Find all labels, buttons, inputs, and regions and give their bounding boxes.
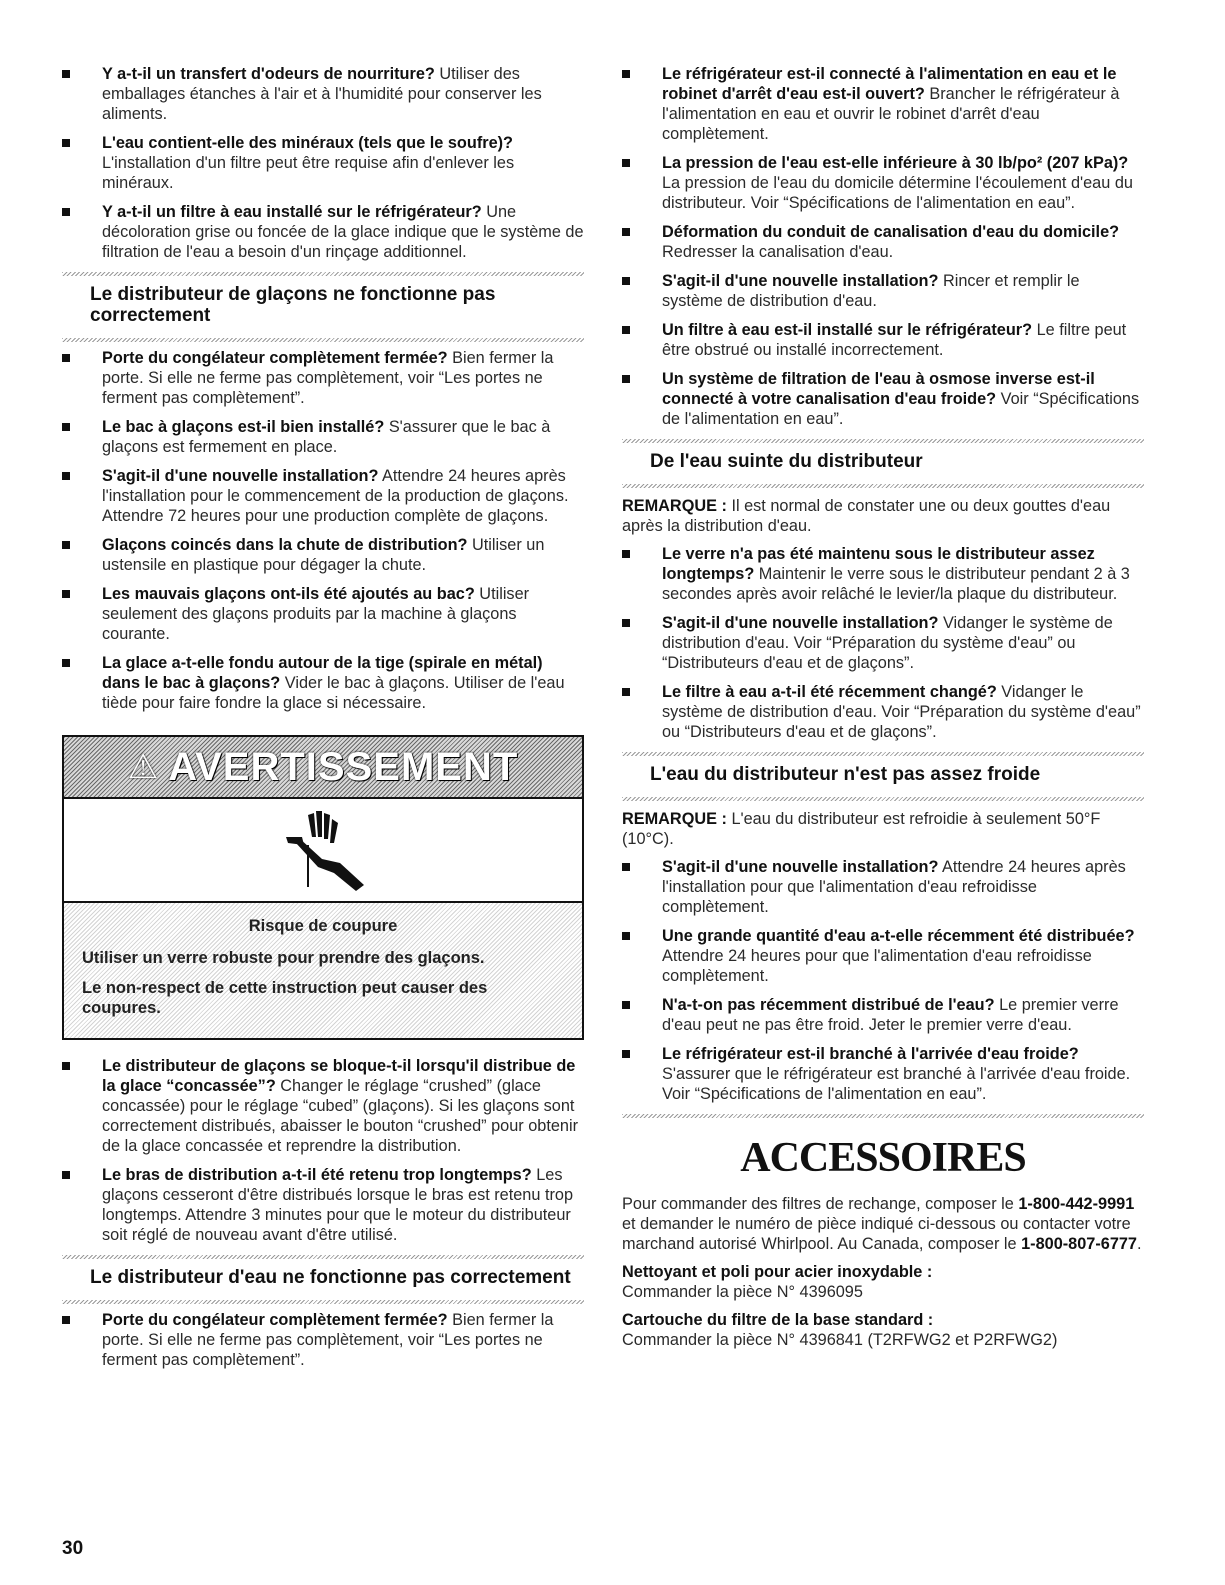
list-item xyxy=(622,153,1144,213)
warning-triangle-icon: ⚠ xyxy=(127,748,159,786)
item-question: Porte du congélateur complètement fermée? xyxy=(102,1311,448,1329)
note-label: REMARQUE : xyxy=(622,810,727,828)
bullet xyxy=(62,354,70,362)
warning-header xyxy=(64,737,582,799)
list-item xyxy=(62,133,584,193)
item-answer: Voir “Spécifications de l'alimentation en eau”. xyxy=(662,390,1140,428)
bullet xyxy=(62,659,70,667)
list-item xyxy=(62,1310,584,1370)
item-question: Le réfrigérateur est-il connecté à l'alimentation en eau et le robinet d'arrêt d'eau est-il ouvert? xyxy=(662,65,1117,103)
list-item xyxy=(62,653,584,713)
item-answer: Attendre 24 heures après l'installation pour que l'alimentation d'eau refroidisse complètement. xyxy=(662,858,1126,916)
item-question: Y a-t-il un transfert d'odeurs de nourriture? xyxy=(102,65,435,83)
accessory-title: Nettoyant et poli pour acier inoxydable : xyxy=(622,1263,933,1281)
item-answer: L'installation d'un filtre peut être requise afin d'enlever les minéraux. xyxy=(102,154,515,192)
bullet xyxy=(62,423,70,431)
item-answer: Attendre 24 heures après l'installation pour le commencement de la production de glaçons. Attendre 72 heures pour une production complète de glaçons. xyxy=(102,467,569,525)
accessory-part-number: Commander la pièce N° 4396841 (T2RFWG2 et P2RFWG2) xyxy=(622,1331,1058,1349)
accessory-item xyxy=(622,1310,1144,1350)
bullet xyxy=(622,326,630,334)
item-answer: Vider le bac à glaçons. Utiliser de l'eau tiède pour faire fondre la glace si nécessaire. xyxy=(102,674,565,712)
divider xyxy=(62,1300,584,1304)
section-heading: L'eau du distributeur n'est pas assez froide xyxy=(650,764,1041,785)
bullet xyxy=(622,1050,630,1058)
list-item xyxy=(622,222,1144,262)
item-question: S'agit-il d'une nouvelle installation? xyxy=(662,614,939,632)
accessories-title: ACCESSOIRES xyxy=(740,1135,1026,1181)
bullet xyxy=(62,1062,70,1070)
bullet xyxy=(622,70,630,78)
bullet xyxy=(62,1171,70,1179)
list-ice-dispenser xyxy=(62,348,584,713)
item-answer: Vidanger le système de distribution d'eau. Voir “Préparation du système d'eau” ou “Distributeurs d'eau et de glaçons”. xyxy=(662,614,1113,672)
item-question: Les mauvais glaçons ont-ils été ajoutés au bac? xyxy=(102,585,475,603)
list-item xyxy=(622,682,1144,742)
item-answer: S'assurer que le bac à glaçons est fermement en place. xyxy=(102,418,551,456)
item-answer: Le filtre peut être obstrué ou installé incorrectement. xyxy=(662,321,1127,359)
bullet xyxy=(622,159,630,167)
bullet xyxy=(622,932,630,940)
item-question: Le bac à glaçons est-il bien installé? xyxy=(102,418,385,436)
item-question: Le distributeur de glaçons se bloque-t-il lorsqu'il distribue de la glace “concassée”? xyxy=(102,1057,576,1095)
list-dripping xyxy=(622,544,1144,742)
warning-text xyxy=(64,903,582,1038)
left-column xyxy=(62,64,584,1379)
list-item xyxy=(62,466,584,526)
item-answer: Une décoloration grise ou foncée de la glace indique que le système de filtration de l'eau a besoin d'un rinçage additionnel. xyxy=(102,203,584,261)
item-answer: Maintenir le verre sous le distributeur pendant 2 à 3 secondes après avoir relâché le levier/la plaque du distributeur. xyxy=(662,565,1130,603)
list-item xyxy=(62,535,584,575)
bullet xyxy=(622,375,630,383)
bullet xyxy=(62,472,70,480)
list-item xyxy=(622,613,1144,673)
item-question: S'agit-il d'une nouvelle installation? xyxy=(662,858,939,876)
list-water-dispenser-continued xyxy=(622,64,1144,429)
section-heading: Le distributeur de glaçons ne fonctionne pas correctement xyxy=(90,284,496,326)
divider xyxy=(622,752,1144,756)
list-top-left xyxy=(62,64,584,262)
divider xyxy=(62,272,584,276)
list-water-dispenser xyxy=(62,1310,584,1370)
list-item xyxy=(62,1056,584,1156)
warning-title: AVERTISSEMENT xyxy=(168,744,519,789)
item-answer: Redresser la canalisation d'eau. xyxy=(662,243,894,261)
warning-risk: Risque de coupure xyxy=(248,917,398,935)
bullet xyxy=(622,688,630,696)
item-answer: Les glaçons cesseront d'être distribués lorsque le bras est retenu trop longtemps. Attendre 3 minutes pour que le moteur du distributeur soit réglé de nouveau avant d'être utilisé. xyxy=(102,1166,573,1244)
item-question: Une grande quantité d'eau a-t-elle récemment été distribuée? xyxy=(662,927,1135,945)
list-item xyxy=(622,857,1144,917)
right-column xyxy=(622,64,1144,1358)
note xyxy=(622,809,1144,849)
item-question: Le bras de distribution a-t-il été retenu trop longtemps? xyxy=(102,1166,532,1184)
section-heading: Le distributeur d'eau ne fonctionne pas correctement xyxy=(90,1267,571,1288)
note xyxy=(622,496,1144,536)
bullet xyxy=(622,863,630,871)
item-question: Un système de filtration de l'eau à osmose inverse est-il connecté à votre canalisation d'eau froide? xyxy=(662,370,1095,408)
item-answer: Utiliser des emballages étanches à l'air et à l'humidité pour conserver les aliments. xyxy=(102,65,542,123)
item-question: N'a-t-on pas récemment distribué de l'eau? xyxy=(662,996,995,1014)
item-question: Y a-t-il un filtre à eau installé sur le réfrigérateur? xyxy=(102,203,482,221)
page-number: 30 xyxy=(62,1538,84,1559)
bullet xyxy=(62,541,70,549)
item-answer: Bien fermer la porte. Si elle ne ferme pas complètement, voir “Les portes ne ferment pas complètement”. xyxy=(102,349,554,407)
item-question: Porte du congélateur complètement fermée? xyxy=(102,349,448,367)
note-label: REMARQUE : xyxy=(622,497,727,515)
item-answer: S'assurer que le réfrigérateur est branché à l'arrivée d'eau froide. Voir “Spécifications de l'alimentation en eau”. xyxy=(662,1065,1131,1103)
note-text: Il est normal de constater une ou deux gouttes d'eau après la distribution d'eau. xyxy=(622,497,1111,535)
list-item xyxy=(622,926,1144,986)
bullet xyxy=(62,590,70,598)
warning-instruction: Utiliser un verre robuste pour prendre des glaçons. xyxy=(82,949,485,967)
accessories-intro xyxy=(622,1194,1144,1254)
divider xyxy=(622,484,1144,488)
intro-text: Pour commander des filtres de rechange, composer le xyxy=(622,1195,1019,1213)
bullet xyxy=(622,277,630,285)
intro-text: . xyxy=(1136,1235,1142,1253)
item-answer: La pression de l'eau du domicile détermine l'écoulement d'eau du distributeur. Voir “Spécifications de l'alimentation en eau”. xyxy=(662,174,1133,212)
item-answer: Utiliser seulement des glaçons produits par la machine à glaçons courante. xyxy=(102,585,530,643)
item-question: L'eau contient-elle des minéraux (tels que le soufre)? xyxy=(102,134,513,152)
item-question: Le réfrigérateur est-il branché à l'arrivée d'eau froide? xyxy=(662,1045,1079,1063)
phone-number-us: 1-800-442-9991 xyxy=(1018,1195,1135,1213)
divider xyxy=(62,338,584,342)
list-item xyxy=(622,1044,1144,1104)
list-item xyxy=(622,320,1144,360)
list-item xyxy=(62,348,584,408)
item-question: Déformation du conduit de canalisation d'eau du domicile? xyxy=(662,223,1120,241)
list-not-cold xyxy=(622,857,1144,1104)
item-question: Le verre n'a pas été maintenu sous le distributeur assez longtemps? xyxy=(662,545,1095,583)
divider xyxy=(622,439,1144,443)
bullet xyxy=(62,208,70,216)
list-item xyxy=(62,202,584,262)
list-item xyxy=(622,64,1144,144)
bullet xyxy=(622,550,630,558)
bullet xyxy=(622,619,630,627)
list-item xyxy=(62,1165,584,1245)
list-item xyxy=(622,544,1144,604)
item-answer: Attendre 24 heures pour que l'alimentation d'eau refroidisse complètement. xyxy=(662,947,1092,985)
phone-number-canada: 1-800-807-6777 xyxy=(1021,1235,1137,1253)
item-question: La glace a-t-elle fondu autour de la tige (spirale en métal) dans le bac à glaçons? xyxy=(102,654,543,692)
divider xyxy=(622,797,1144,801)
hand-cut-icon xyxy=(278,807,368,893)
item-answer: Changer le réglage “crushed” (glace concassée) pour le réglage “cubed” (glaçons). Si les glaçons sont correctement distribués, abaisser le bouton “crushed” pour obtenir de la glace concassée et reprendre la distribution. xyxy=(102,1077,579,1155)
warning-consequence: Le non-respect de cette instruction peut causer des coupures. xyxy=(82,979,488,1017)
item-question: La pression de l'eau est-elle inférieure à 30 lb/po² (207 kPa)? xyxy=(662,154,1129,172)
item-question: Un filtre à eau est-il installé sur le réfrigérateur? xyxy=(662,321,1033,339)
item-answer: Brancher le réfrigérateur à l'alimentation en eau et ouvrir le robinet d'arrêt d'eau complètement. xyxy=(662,85,1120,143)
item-answer: Vidanger le système de distribution d'eau. Voir “Préparation du système d'eau” ou “Distributeurs d'eau et de glaçons”. xyxy=(662,683,1141,741)
item-answer: Le premier verre d'eau peut ne pas être froid. Jeter le premier verre d'eau. xyxy=(662,996,1119,1034)
section-heading: De l'eau suinte du distributeur xyxy=(650,451,923,472)
accessory-title: Cartouche du filtre de la base standard : xyxy=(622,1311,934,1329)
divider xyxy=(62,1255,584,1259)
note-text: L'eau du distributeur est refroidie à seulement 50°F (10°C). xyxy=(622,810,1101,848)
list-item xyxy=(62,584,584,644)
list-ice-dispenser-continued xyxy=(62,1056,584,1245)
list-item xyxy=(62,64,584,124)
intro-text: et demander le numéro de pièce indiqué ci-dessous ou contacter votre marchand autorisé Whirlpool. Au Canada, composer le xyxy=(622,1215,1131,1253)
bullet xyxy=(622,1001,630,1009)
bullet xyxy=(62,70,70,78)
item-question: S'agit-il d'une nouvelle installation? xyxy=(102,467,379,485)
item-answer: Rincer et remplir le système de distribution d'eau. xyxy=(662,272,1080,310)
item-question: S'agit-il d'une nouvelle installation? xyxy=(662,272,939,290)
divider xyxy=(622,1114,1144,1118)
bullet xyxy=(62,1316,70,1324)
list-item xyxy=(622,995,1144,1035)
list-item xyxy=(622,271,1144,311)
accessory-item xyxy=(622,1262,1144,1302)
list-item xyxy=(622,369,1144,429)
bullet xyxy=(622,228,630,236)
bullet xyxy=(62,139,70,147)
item-question: Glaçons coincés dans la chute de distribution? xyxy=(102,536,468,554)
warning-box xyxy=(62,735,584,1040)
item-answer: Utiliser un ustensile en plastique pour dégager la chute. xyxy=(102,536,545,574)
list-item xyxy=(62,417,584,457)
accessory-part-number: Commander la pièce N° 4396095 xyxy=(622,1283,863,1301)
item-answer: Bien fermer la porte. Si elle ne ferme pas complètement, voir “Les portes ne ferment pas complètement”. xyxy=(102,1311,554,1369)
item-question: Le filtre à eau a-t-il été récemment changé? xyxy=(662,683,997,701)
warning-pictogram xyxy=(64,799,582,903)
